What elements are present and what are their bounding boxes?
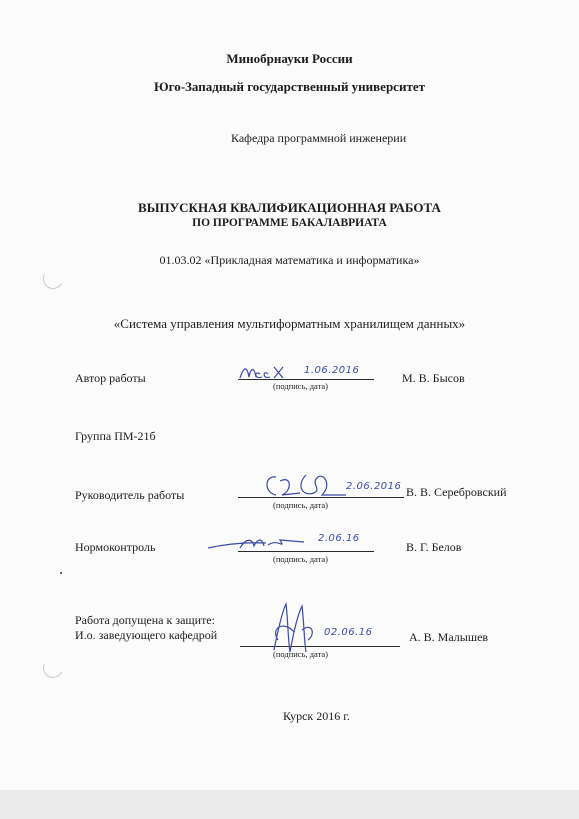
normcontrol-sign-caption: (подпись, дата) bbox=[273, 554, 329, 564]
admission-label: Работа допущена к защите: bbox=[75, 613, 215, 627]
normcontrol-name: В. Г. Белов bbox=[406, 540, 462, 554]
head-name: А. В. Малышев bbox=[409, 630, 489, 644]
department-name: Кафедра программной инженерии bbox=[231, 131, 407, 145]
work-type-title: ВЫПУСКНАЯ КВАЛИФИКАЦИОННАЯ РАБОТА bbox=[138, 200, 441, 215]
supervisor-handwritten-date: 2.06.2016 bbox=[346, 481, 402, 492]
supervisor-signature bbox=[262, 471, 352, 501]
author-sign-caption: (подпись, дата) bbox=[273, 381, 329, 391]
ministry-heading: Минобрнауки России bbox=[226, 51, 353, 66]
thesis-topic: «Система управления мультиформатным хранилищем данных» bbox=[113, 316, 466, 331]
specialty-code: 01.03.02 «Прикладная математика и информатика» bbox=[159, 253, 420, 267]
admission-sign-caption: (подпись, дата) bbox=[273, 649, 329, 659]
program-title: ПО ПРОГРАММЕ БАКАЛАВРИАТА bbox=[192, 217, 387, 229]
acting-head-label: И.о. заведующего кафедрой bbox=[75, 628, 218, 642]
author-label: Автор работы bbox=[75, 371, 146, 385]
admission-handwritten-date: 02.06.16 bbox=[324, 627, 373, 638]
normcontrol-signature bbox=[206, 536, 316, 552]
university-heading: Юго-Западный государственный университет bbox=[154, 79, 425, 94]
normcontrol-handwritten-date: 2.06.16 bbox=[318, 533, 360, 544]
author-signature bbox=[238, 362, 298, 382]
scan-bottom-margin bbox=[0, 790, 579, 819]
author-handwritten-date: 1.06.2016 bbox=[304, 365, 360, 376]
normcontrol-label: Нормоконтроль bbox=[75, 540, 156, 554]
author-name: М. В. Бысов bbox=[402, 371, 465, 385]
supervisor-label: Руководитель работы bbox=[75, 488, 185, 502]
place-year: Курск 2016 г. bbox=[283, 709, 350, 723]
student-group: Группа ПМ-21б bbox=[75, 429, 156, 443]
supervisor-name: В. В. Серебровский bbox=[406, 485, 507, 499]
scan-speck bbox=[60, 572, 62, 574]
supervisor-sign-caption: (подпись, дата) bbox=[273, 500, 329, 510]
